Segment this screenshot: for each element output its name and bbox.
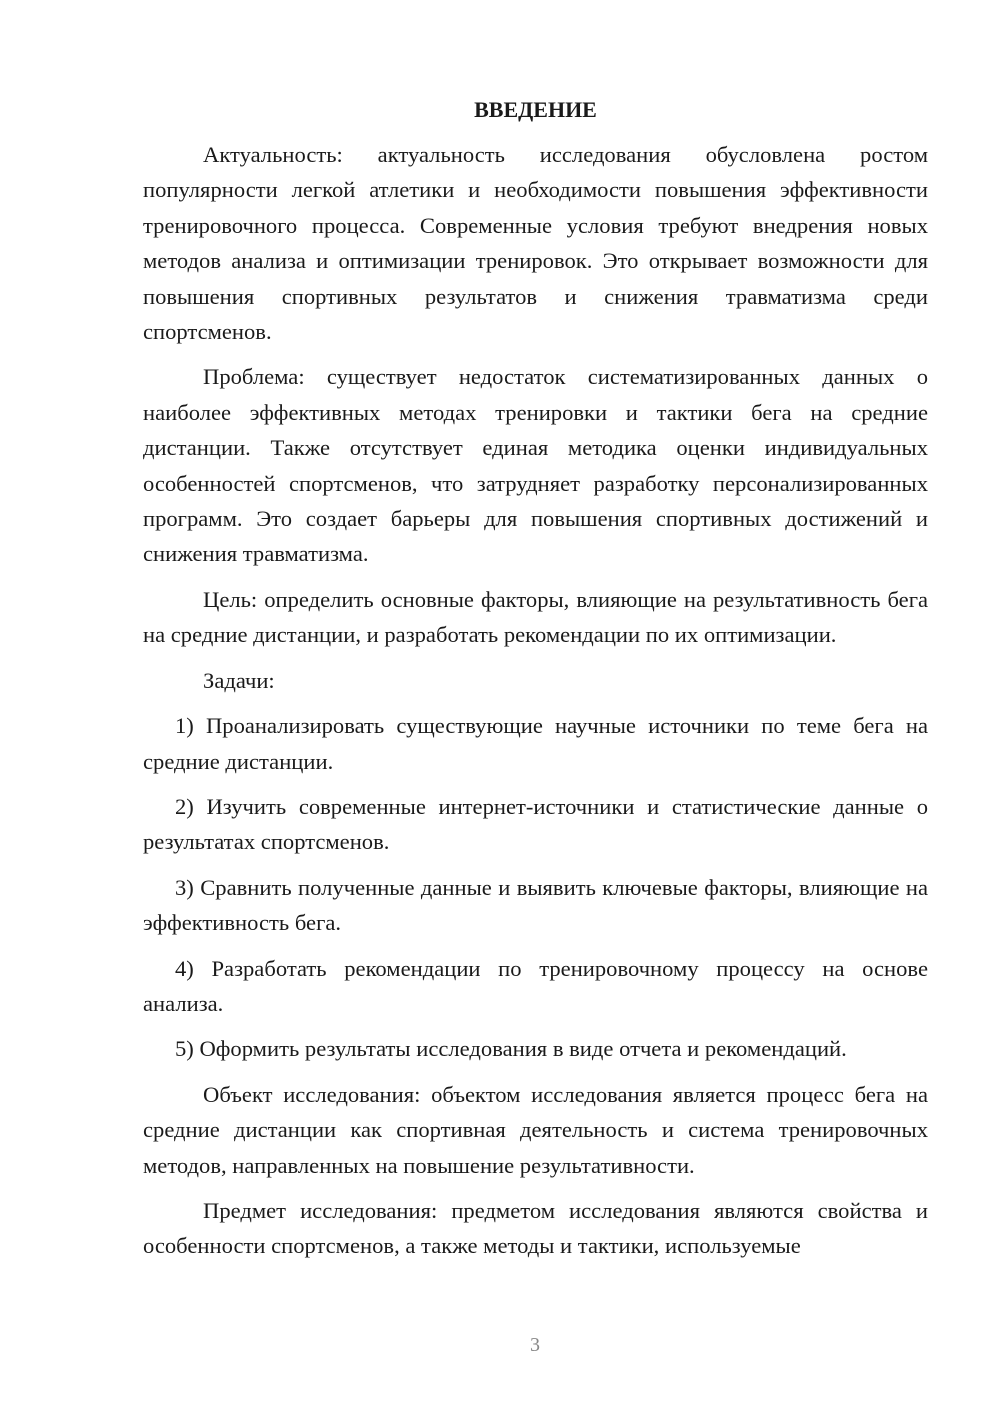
list-item-task-2: 2) Изучить современные интернет-источники и статистические данные о результатах спортсменов.	[143, 793, 928, 855]
tasks-heading: Задачи:	[203, 667, 275, 693]
paragraph-subject: Предмет исследования: предметом исследования являются свойства и особенности спортсменов, а также методы и тактики, используемые	[143, 1197, 928, 1259]
list-item-task-5: 5) Оформить результаты исследования в виде отчета и рекомендаций.	[175, 1036, 847, 1062]
paragraph-goal: Цель: определить основные факторы, влияющие на результативность бега на средние дистанции, и разработать рекомендации по их оптимизации.	[143, 586, 928, 648]
page-number: 3	[530, 1334, 540, 1356]
section-title: ВВЕДЕНИЕ	[474, 97, 597, 122]
paragraph-object: Объект исследования: объектом исследования является процесс бега на средние дистанции как спортивная деятельность и система тренировочных методов, направленных на повышение результативности.	[143, 1081, 928, 1178]
list-item-task-4: 4) Разработать рекомендации по тренировочному процессу на основе анализа.	[143, 955, 928, 1016]
paragraph-relevance: Актуальность: актуальность исследования обусловлена ростом популярности легкой атлетики и необходимости повышения эффективности тренировочного процесса. Современные условия требуют внедрения новых методов анализа и оптимизации тренировок. Это открывает возможности для повышения спортивных результатов и снижения травматизма среди спортсменов.	[143, 142, 928, 345]
document-page	[143, 92, 928, 1264]
list-item-task-3: 3) Сравнить полученные данные и выявить ключевые факторы, влияющие на эффективность бега.	[143, 874, 928, 936]
list-item-task-1: 1) Проанализировать существующие научные источники по теме бега на средние дистанции.	[143, 713, 928, 774]
paragraph-problem: Проблема: существует недостаток систематизированных данных о наиболее эффективных методах тренировки и тактики бега на средние дистанции. Также отсутствует единая методика оценки индивидуальных особенностей спортсменов, что затрудняет разработку персонализированных программ. Это создает барьеры для повышения спортивных достижений и снижения травматизма.	[143, 364, 928, 567]
